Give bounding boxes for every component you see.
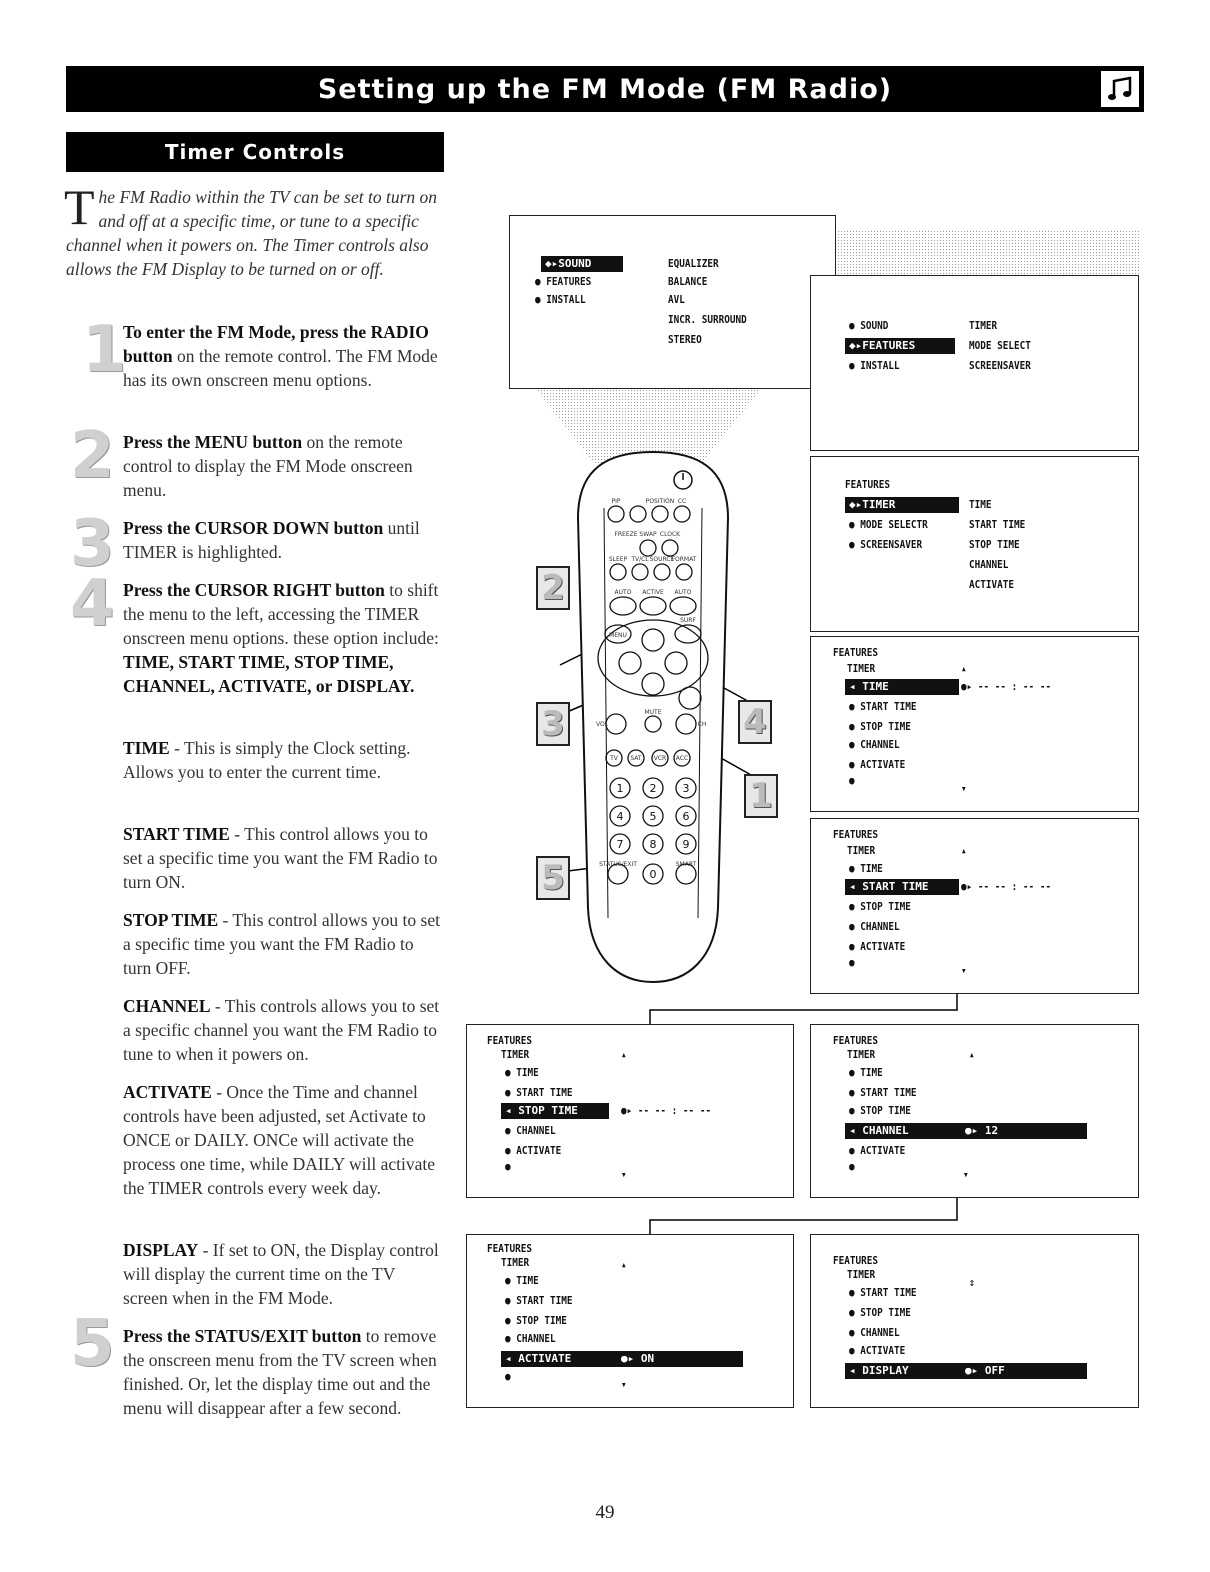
callout-step-5: 5 xyxy=(536,856,570,900)
menu-title: FEATURES xyxy=(845,478,891,491)
step-text: Press the MENU button on the remote control to display the FM Mode onscreen menu. xyxy=(123,432,413,500)
step-text: Press the CURSOR RIGHT button to shift the menu to the left, accessing the TIMER onscreen menu options. these option include: TIME, START TIME, STOP TIME, CHANNEL, ACTIVATE, or DISPLAY. xyxy=(123,580,439,696)
stop-time-value: ●▸ -- -- : -- -- xyxy=(621,1104,712,1117)
menu-item: ● STOP TIME xyxy=(849,1104,911,1117)
menu-item-selected: ◆▸TIMER xyxy=(845,497,959,513)
page-number: 49 xyxy=(595,1502,615,1523)
step-number: 5 xyxy=(70,1307,115,1381)
menu-item: ● ACTIVATE xyxy=(505,1144,562,1157)
mute-label: MUTE xyxy=(644,709,662,716)
submenu-item: INCR. SURROUND xyxy=(668,313,747,326)
menu-subtitle: TIMER xyxy=(501,1048,530,1061)
menu-item: ● CHANNEL xyxy=(849,738,900,751)
menu-item-selected: ◆▸FEATURES xyxy=(845,338,955,354)
menu-item: ● INSTALL xyxy=(535,293,586,306)
auto-sound-label: AUTO xyxy=(614,589,632,596)
swap-label: SWAP xyxy=(639,531,657,538)
menu-item-selected: ◂ DISPLAY ●▸ OFF xyxy=(845,1363,1087,1379)
menu-bullet: ● xyxy=(849,956,855,969)
display-value: ●▸ OFF xyxy=(965,1364,1005,1377)
step-text: Press the STATUS/EXIT button to remove the onscreen menu from the TV screen when finished. Or, let the display time out and the menu will disappear after a few second. xyxy=(123,1326,437,1418)
menu-bullet: ● xyxy=(505,1160,511,1173)
scroll-down-icon: ▾ xyxy=(621,1168,627,1181)
submenu-item: STEREO xyxy=(668,333,702,346)
ch-label: CH xyxy=(697,721,707,728)
menu-title: FEATURES xyxy=(833,646,879,659)
timer-time-screen xyxy=(810,636,1139,812)
menu-bullet: ● xyxy=(849,774,855,787)
timer-channel-screen xyxy=(810,1024,1139,1198)
menu-subtitle: TIMER xyxy=(847,1268,876,1281)
menu-item: ● ACTIVATE xyxy=(849,758,906,771)
digit-label: 1 xyxy=(616,782,624,795)
timer-select-screen xyxy=(810,456,1139,632)
menu-item-selected: ◂ CHANNEL ●▸ 12 xyxy=(845,1123,1087,1139)
digit-label: 9 xyxy=(682,838,690,851)
menu-item: ● TIME xyxy=(505,1274,539,1287)
step-number: 4 xyxy=(70,567,115,641)
submenu-item: ACTIVATE xyxy=(969,578,1015,591)
callout-step-2: 2 xyxy=(536,566,570,610)
menu-bullet: ● xyxy=(505,1370,511,1383)
menu-item-selected: ◂ START TIME xyxy=(845,879,959,895)
digit-label: 3 xyxy=(682,782,690,795)
digit-label: 8 xyxy=(649,838,657,851)
menu-label: MENU xyxy=(609,632,627,639)
callout-step-3: 3 xyxy=(536,702,570,746)
submenu-item: STOP TIME xyxy=(969,538,1020,551)
definition: STOP TIME - This control allows you to set a specific time you want the FM Radio to turn OFF. xyxy=(123,910,440,978)
digit-label: 5 xyxy=(649,810,657,823)
scroll-both-icon: ⇕ xyxy=(969,1276,975,1289)
menu-item: ● STOP TIME xyxy=(849,900,911,913)
submenu-item: AVL xyxy=(668,293,685,306)
menu-item: ● ACTIVATE xyxy=(849,1344,906,1357)
callout-step-4: 4 xyxy=(738,700,772,744)
music-note-icon xyxy=(1100,70,1140,108)
status-exit-label: STATUS/EXIT xyxy=(599,861,637,868)
definition: TIME - This is simply the Clock setting. Allows you to enter the current time. xyxy=(123,738,411,782)
callout-step-1: 1 xyxy=(744,774,778,818)
source-label: SOURCE xyxy=(649,556,675,563)
submenu-item: BALANCE xyxy=(668,275,708,288)
submenu-item: TIMER xyxy=(969,319,998,332)
submenu-item: START TIME xyxy=(969,518,1026,531)
menu-item: ● TIME xyxy=(505,1066,539,1079)
scroll-up-icon: ▴ xyxy=(621,1048,627,1061)
timer-activate-screen xyxy=(466,1234,794,1408)
menu-subtitle: TIMER xyxy=(847,662,876,675)
pip-label: PIP xyxy=(611,498,621,505)
features-menu-screen xyxy=(810,275,1139,451)
digit-label: 0 xyxy=(649,868,657,881)
definition: START TIME - This control allows you to set a specific time you want the FM Radio to turn ON. xyxy=(123,824,438,892)
step-text: To enter the FM Mode, press the RADIO button on the remote control. The FM Mode has its own onscreen menu options. xyxy=(123,322,438,390)
timer-stop-screen xyxy=(466,1024,794,1198)
menu-bullet: ● xyxy=(849,1160,855,1173)
submenu-item: CHANNEL xyxy=(969,558,1009,571)
menu-item: ● START TIME xyxy=(505,1294,573,1307)
start-time-value: ●▸ -- -- : -- -- xyxy=(961,880,1052,893)
page-title: Setting up the FM Mode (FM Radio) xyxy=(317,73,893,105)
section-title: Timer Controls xyxy=(66,132,444,172)
menu-item: ● ACTIVATE xyxy=(849,1144,906,1157)
step-number: 2 xyxy=(70,419,115,493)
menu-title: FEATURES xyxy=(487,1242,533,1255)
tv-label: TV xyxy=(610,755,618,762)
menu-title: FEATURES xyxy=(487,1034,533,1047)
main-menu-screen xyxy=(509,215,836,389)
menu-item: ● TIME xyxy=(849,1066,883,1079)
channel-value: ●▸ 12 xyxy=(965,1124,999,1137)
digit-label: 2 xyxy=(649,782,657,795)
scroll-up-icon: ▴ xyxy=(961,844,967,857)
format-label: FORMAT xyxy=(671,556,697,563)
auto-picture-label: AUTO xyxy=(674,589,692,596)
scroll-up-icon: ▴ xyxy=(961,662,967,675)
menu-item: ● CHANNEL xyxy=(505,1332,556,1345)
definition: CHANNEL - This controls allows you to set a specific channel you want the FM Radio to tune to when it powers on. xyxy=(123,996,440,1064)
active-control-label: ACTIVE xyxy=(642,589,664,596)
cc-label: CC xyxy=(677,498,687,505)
menu-title: FEATURES xyxy=(833,1034,879,1047)
menu-item: ● STOP TIME xyxy=(849,1306,911,1319)
sat-label: SAT xyxy=(630,755,642,762)
menu-item-selected: ◆▸SOUND xyxy=(541,256,623,272)
menu-subtitle: TIMER xyxy=(847,1048,876,1061)
vcr-label: VCR xyxy=(653,755,667,762)
activate-value: ●▸ ON xyxy=(621,1352,655,1365)
menu-item: ● CHANNEL xyxy=(849,1326,900,1339)
digit-label: 6 xyxy=(682,810,690,823)
surf-label: SURF xyxy=(680,617,696,624)
acc-label: ACC xyxy=(675,755,689,762)
freeze-label: FREEZE xyxy=(614,531,638,538)
submenu-item: SCREENSAVER xyxy=(969,359,1031,372)
menu-item-selected: ◂ TIME xyxy=(845,679,959,695)
menu-item: ● START TIME xyxy=(849,1086,917,1099)
intro-paragraph: The FM Radio within the TV can be set to turn on and off at a specific time, or tune to a specific channel when it powers on. The Timer controls also allows the FM Display to be turned on or off. xyxy=(64,179,438,279)
scroll-up-icon: ▴ xyxy=(621,1258,627,1271)
menu-item: ● CHANNEL xyxy=(505,1124,556,1137)
digit-label: 7 xyxy=(616,838,624,851)
step-number: 3 xyxy=(70,507,115,581)
scroll-down-icon: ▾ xyxy=(961,964,967,977)
menu-item: ● START TIME xyxy=(849,700,917,713)
remote-control xyxy=(568,448,738,988)
menu-item: ● CHANNEL xyxy=(849,920,900,933)
clock-label: CLOCK xyxy=(659,531,681,538)
step-text: Press the CURSOR DOWN button until TIMER is highlighted. xyxy=(123,518,420,562)
submenu-item: TIME xyxy=(969,498,992,511)
time-value: ●▸ -- -- : -- -- xyxy=(961,680,1052,693)
scroll-down-icon: ▾ xyxy=(963,1168,969,1181)
menu-item: ● MODE SELECTR xyxy=(849,518,928,531)
scroll-down-icon: ▾ xyxy=(961,782,967,795)
scroll-down-icon: ▾ xyxy=(621,1378,627,1391)
menu-title: FEATURES xyxy=(833,1254,879,1267)
sleep-label: SLEEP xyxy=(608,556,628,563)
definition: ACTIVATE - Once the Time and channel controls have been adjusted, set Activate to ONCE or DAILY. ONCe will activate the process one time, while DAILY will activate the TIMER controls every week day. xyxy=(123,1082,436,1198)
menu-subtitle: TIMER xyxy=(501,1256,530,1269)
menu-item: ● FEATURES xyxy=(535,275,592,288)
menu-item: ● STOP TIME xyxy=(849,720,911,733)
menu-item-selected: ◂ ACTIVATE ●▸ ON xyxy=(501,1351,743,1367)
scroll-up-icon: ▴ xyxy=(969,1048,975,1061)
timer-start-screen xyxy=(810,818,1139,994)
digit-label: 4 xyxy=(616,810,624,823)
menu-item: ● START TIME xyxy=(849,1286,917,1299)
menu-item: ● ACTIVATE xyxy=(849,940,906,953)
menu-item: ● SOUND xyxy=(849,319,889,332)
page-header xyxy=(66,66,1144,112)
step-number: 1 xyxy=(82,313,127,387)
position-label: POSITION xyxy=(645,498,675,505)
timer-display-screen xyxy=(810,1234,1139,1408)
submenu-item: MODE SELECT xyxy=(969,339,1031,352)
vol-label: VOL xyxy=(595,721,609,728)
menu-item-selected: ◂ STOP TIME xyxy=(501,1103,609,1119)
menu-item: ● STOP TIME xyxy=(505,1314,567,1327)
menu-item: ● SCREENSAVER xyxy=(849,538,923,551)
submenu-item: EQUALIZER xyxy=(668,257,719,270)
smart-label: SMART xyxy=(675,861,697,868)
menu-item: ● INSTALL xyxy=(849,359,900,372)
definition: DISPLAY - If set to ON, the Display control will display the current time on the TV screen when in the FM Mode. xyxy=(123,1240,439,1308)
menu-item: ● TIME xyxy=(849,862,883,875)
menu-subtitle: TIMER xyxy=(847,844,876,857)
menu-title: FEATURES xyxy=(833,828,879,841)
menu-item: ● START TIME xyxy=(505,1086,573,1099)
drop-cap: T xyxy=(64,179,95,235)
tvcl-label: TV/CL xyxy=(631,556,649,563)
